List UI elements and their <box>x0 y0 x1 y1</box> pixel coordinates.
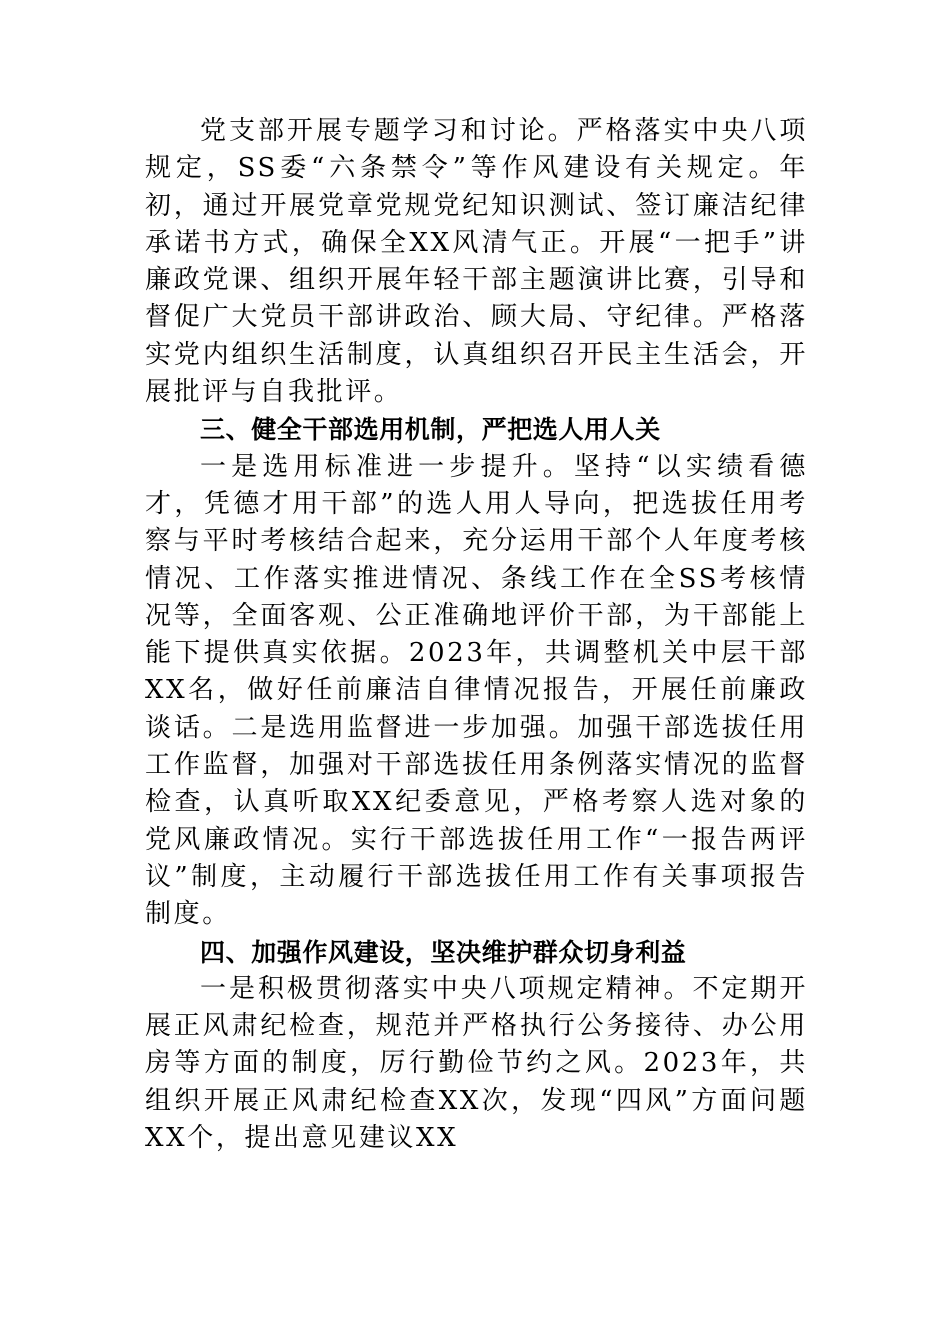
section-heading-4: 四、加强作风建设，坚决维护群众切身利益 <box>200 937 687 967</box>
paragraph-cadre-selection: 一是选用标准进一步提升。坚持“以实绩看德才，凭德才用干部”的选人用人导向，把选拔任用考察与平时考核结合起来，充分运用干部个人年度考核情况、工作落实推进情况、条线工作在全SS考核情况等，全面客观、公正准确地评价干部，为干部能上能下提供真实依据。2023年，共调整机关中层干部XX名，做好任前廉洁自律情况报告，开展任前廉政谈话。二是选用监督进一步加强。加强干部选拔任用工作监督，加强对干部选拔任用条例落实情况的监督检查，认真听取XX纪委意见，严格考察人选对象的党风廉政情况。实行干部选拔任用工作“一报告两评议”制度，主动履行干部选拔任用工作有关事项报告制度。 <box>145 451 808 930</box>
document-page <box>145 113 808 1157</box>
section-heading-3: 三、健全干部选用机制，严把选人用人关 <box>200 415 661 445</box>
paragraph-party-discipline: 党支部开展专题学习和讨论。严格落实中央八项规定，SS委“六条禁令”等作风建设有关规定。年初，通过开展党章党规党纪知识测试、签订廉洁纪律承诺书方式，确保全XX风清气正。开展“一把手”讲廉政党课、组织开展年轻干部主题演讲比赛，引导和督促广大党员干部讲政治、顾大局、守纪律。严格落实党内组织生活制度，认真组织召开民主生活会，开展批评与自我批评。 <box>145 116 808 408</box>
paragraph-work-style: 一是积极贯彻落实中央八项规定精神。不定期开展正风肃纪检查，规范并严格执行公务接待、办公用房等方面的制度，厉行勤俭节约之风。2023年，共组织开展正风肃纪检查XX次，发现“四风”方面问题XX个，提出意见建议XX <box>145 973 808 1154</box>
